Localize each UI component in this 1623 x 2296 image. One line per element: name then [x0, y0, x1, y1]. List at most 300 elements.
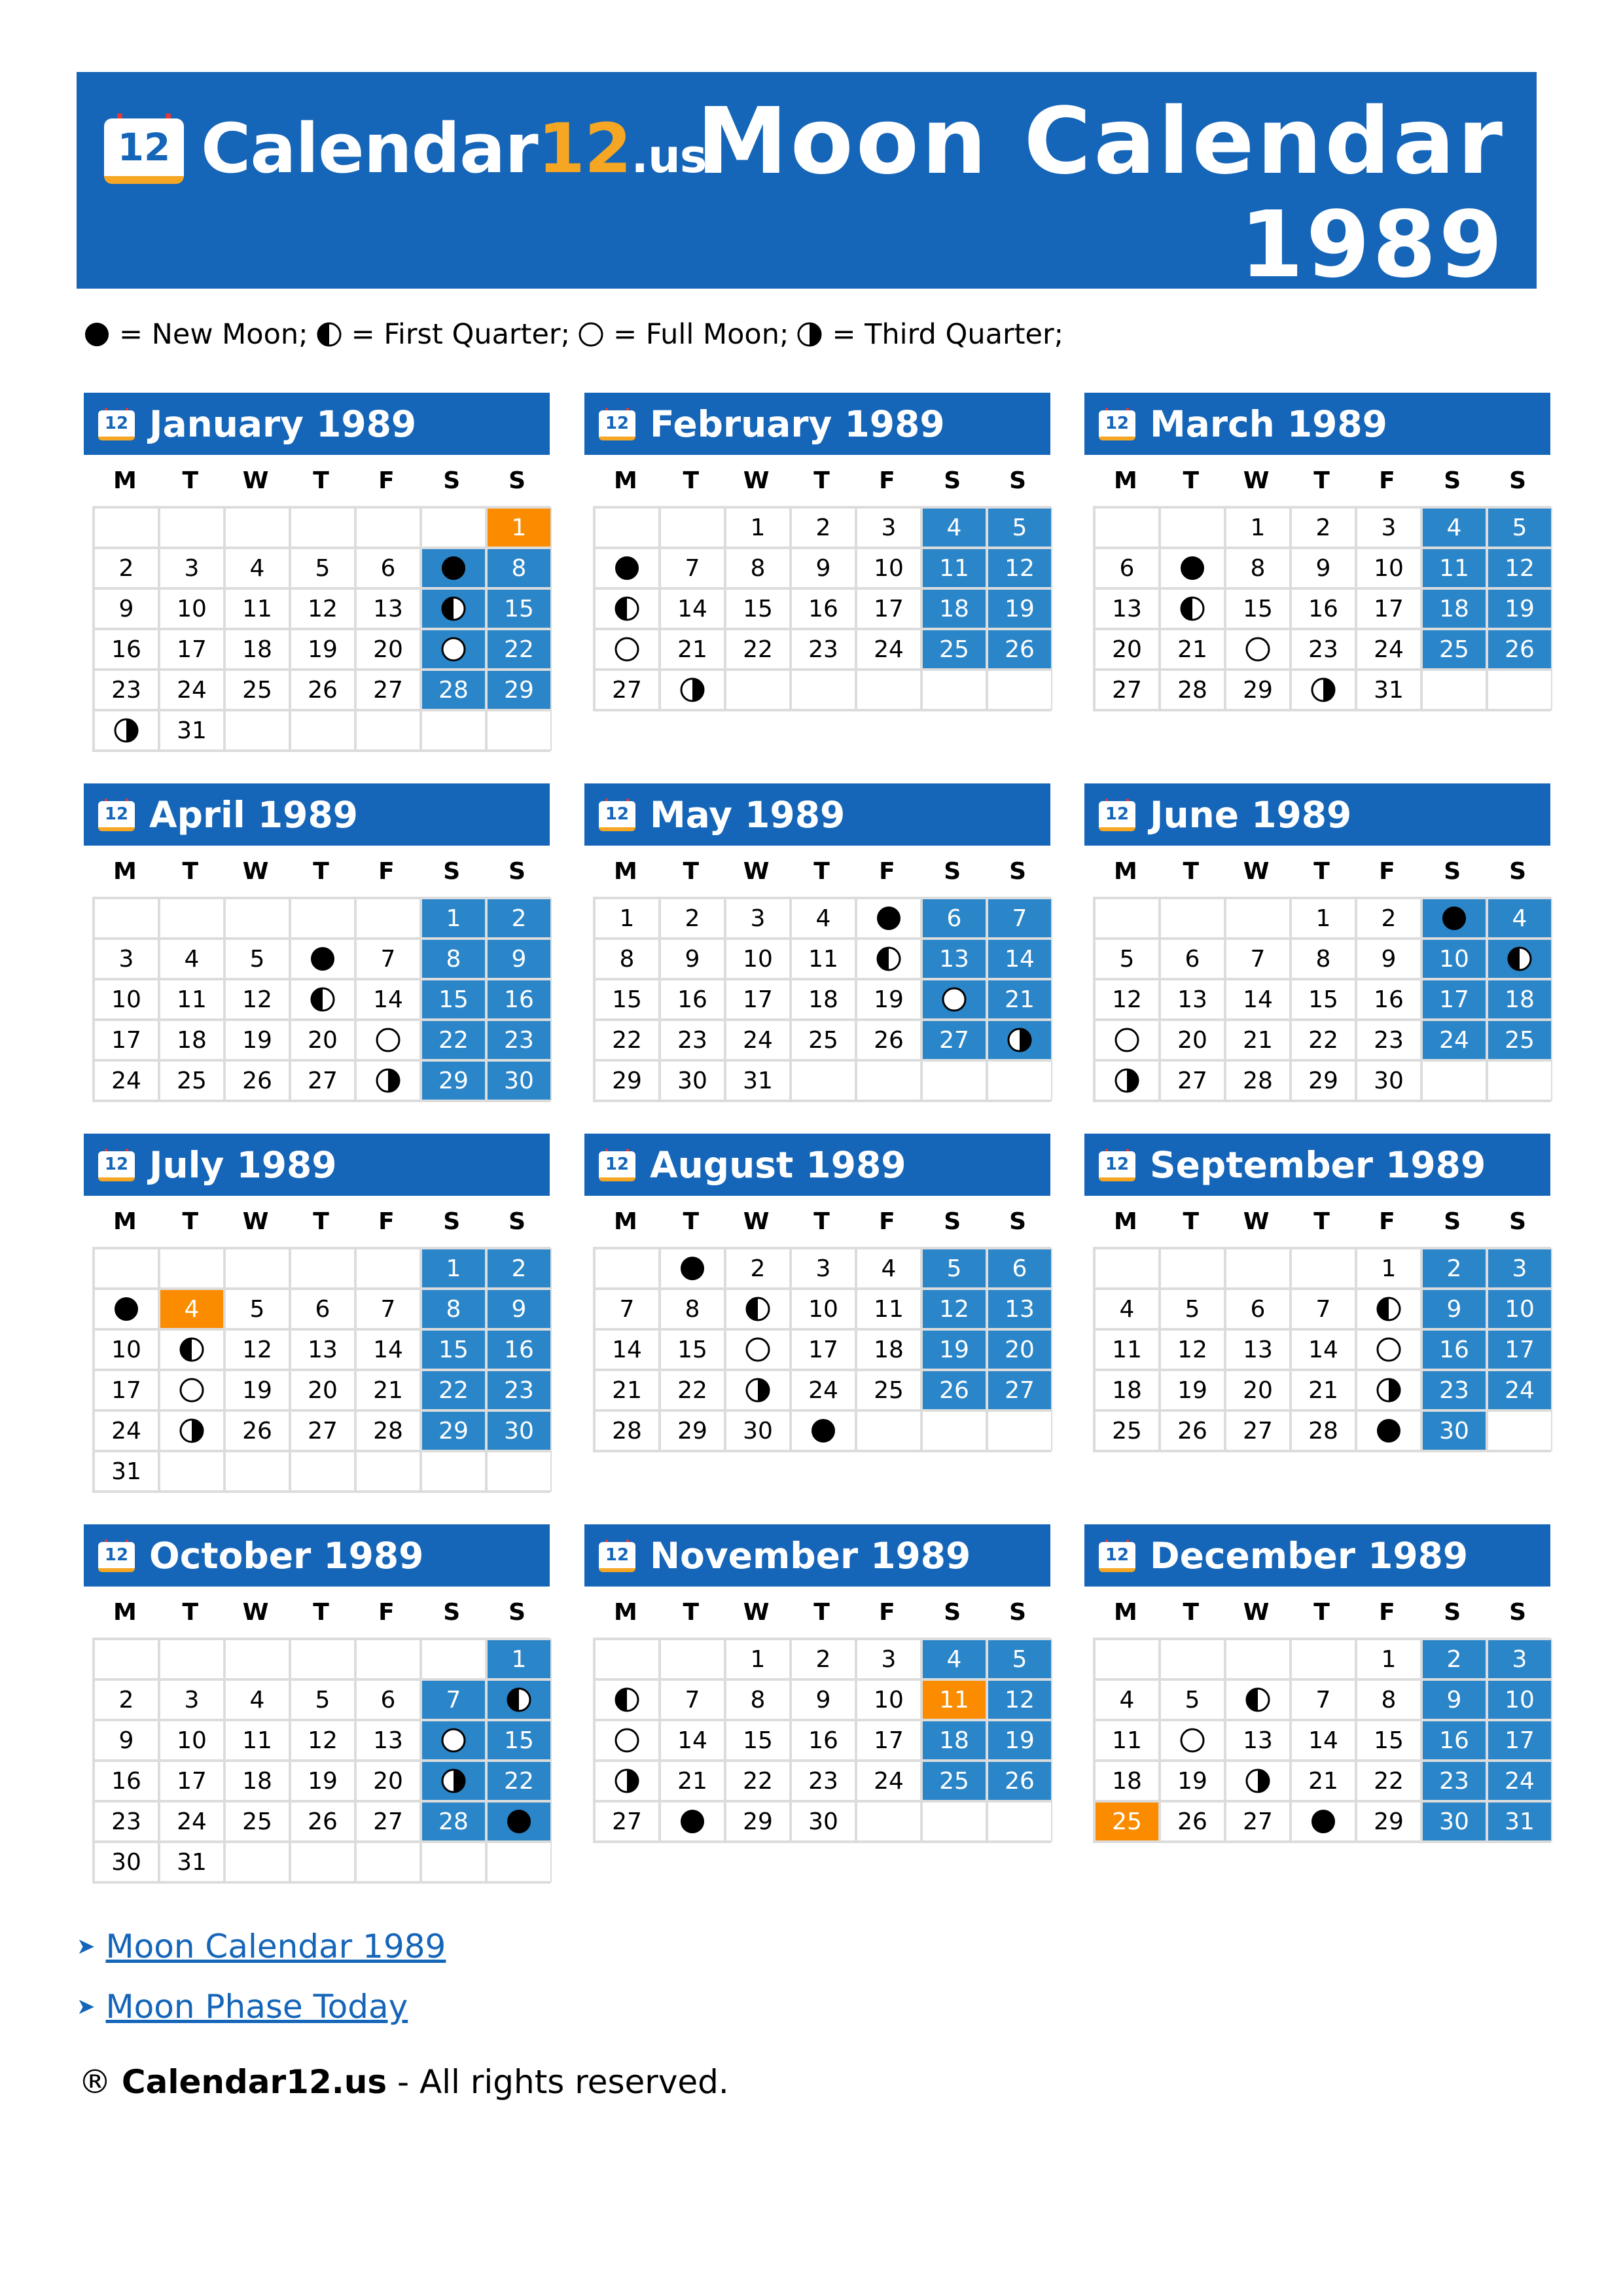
- day-cell[interactable]: 14: [987, 939, 1052, 979]
- day-cell[interactable]: 12: [987, 1679, 1052, 1720]
- day-cell[interactable]: [94, 1289, 159, 1329]
- day-cell[interactable]: 19: [987, 588, 1052, 629]
- day-cell[interactable]: 2: [94, 1679, 159, 1720]
- day-cell[interactable]: 2: [1291, 507, 1356, 548]
- day-cell[interactable]: 12: [224, 1329, 290, 1370]
- day-cell[interactable]: 3: [1356, 507, 1421, 548]
- day-cell[interactable]: 10: [856, 1679, 921, 1720]
- day-cell[interactable]: 9: [1421, 1289, 1487, 1329]
- day-cell[interactable]: 4: [159, 1289, 224, 1329]
- day-cell[interactable]: 5: [224, 939, 290, 979]
- day-cell[interactable]: 23: [1356, 1020, 1421, 1060]
- day-cell[interactable]: 20: [1225, 1370, 1291, 1410]
- day-cell[interactable]: [725, 1329, 791, 1370]
- day-cell[interactable]: 19: [1487, 588, 1552, 629]
- day-cell[interactable]: 1: [725, 507, 791, 548]
- day-cell[interactable]: 20: [1160, 1020, 1225, 1060]
- day-cell[interactable]: 10: [856, 548, 921, 588]
- day-cell[interactable]: 23: [1421, 1761, 1487, 1801]
- day-cell[interactable]: [594, 548, 660, 588]
- day-cell[interactable]: 8: [486, 548, 552, 588]
- day-cell[interactable]: 16: [1421, 1329, 1487, 1370]
- day-cell[interactable]: 1: [1291, 898, 1356, 939]
- day-cell[interactable]: 30: [94, 1842, 159, 1882]
- day-cell[interactable]: 15: [486, 588, 552, 629]
- day-cell[interactable]: 16: [486, 979, 552, 1020]
- day-cell[interactable]: 10: [159, 588, 224, 629]
- day-cell[interactable]: 11: [1094, 1329, 1160, 1370]
- day-cell[interactable]: 22: [1291, 1020, 1356, 1060]
- day-cell[interactable]: 22: [1356, 1761, 1421, 1801]
- day-cell[interactable]: 27: [1225, 1410, 1291, 1451]
- day-cell[interactable]: 27: [355, 670, 421, 710]
- day-cell[interactable]: 12: [1160, 1329, 1225, 1370]
- day-cell[interactable]: 21: [1160, 629, 1225, 670]
- day-cell[interactable]: 15: [486, 1720, 552, 1761]
- day-cell[interactable]: [725, 1370, 791, 1410]
- day-cell[interactable]: [921, 979, 987, 1020]
- day-cell[interactable]: 17: [725, 979, 791, 1020]
- day-cell[interactable]: 10: [94, 1329, 159, 1370]
- day-cell[interactable]: 5: [987, 507, 1052, 548]
- day-cell[interactable]: 13: [355, 1720, 421, 1761]
- day-cell[interactable]: 16: [94, 629, 159, 670]
- day-cell[interactable]: 17: [856, 588, 921, 629]
- day-cell[interactable]: 4: [921, 507, 987, 548]
- day-cell[interactable]: 17: [94, 1370, 159, 1410]
- day-cell[interactable]: 23: [791, 629, 856, 670]
- day-cell[interactable]: 13: [1225, 1720, 1291, 1761]
- day-cell[interactable]: 18: [921, 588, 987, 629]
- day-cell[interactable]: 9: [486, 939, 552, 979]
- day-cell[interactable]: 1: [421, 1248, 486, 1289]
- day-cell[interactable]: 5: [1160, 1679, 1225, 1720]
- day-cell[interactable]: 18: [1094, 1761, 1160, 1801]
- day-cell[interactable]: 3: [791, 1248, 856, 1289]
- day-cell[interactable]: 16: [1356, 979, 1421, 1020]
- day-cell[interactable]: [1094, 1060, 1160, 1101]
- day-cell[interactable]: 9: [791, 1679, 856, 1720]
- day-cell[interactable]: 7: [660, 1679, 725, 1720]
- day-cell[interactable]: 25: [1094, 1410, 1160, 1451]
- day-cell[interactable]: [1225, 1761, 1291, 1801]
- day-cell[interactable]: 24: [159, 1801, 224, 1842]
- day-cell[interactable]: 16: [486, 1329, 552, 1370]
- day-cell[interactable]: [421, 588, 486, 629]
- day-cell[interactable]: 24: [94, 1060, 159, 1101]
- day-cell[interactable]: [94, 710, 159, 751]
- day-cell[interactable]: 30: [486, 1410, 552, 1451]
- day-cell[interactable]: 17: [159, 629, 224, 670]
- day-cell[interactable]: 7: [594, 1289, 660, 1329]
- day-cell[interactable]: 26: [290, 1801, 355, 1842]
- day-cell[interactable]: 21: [1225, 1020, 1291, 1060]
- day-cell[interactable]: 24: [1356, 629, 1421, 670]
- day-cell[interactable]: 1: [421, 898, 486, 939]
- day-cell[interactable]: 29: [660, 1410, 725, 1451]
- day-cell[interactable]: 14: [355, 1329, 421, 1370]
- day-cell[interactable]: 7: [355, 939, 421, 979]
- day-cell[interactable]: 30: [1421, 1801, 1487, 1842]
- day-cell[interactable]: [1225, 1679, 1291, 1720]
- day-cell[interactable]: 2: [791, 507, 856, 548]
- day-cell[interactable]: 29: [725, 1801, 791, 1842]
- day-cell[interactable]: 23: [94, 1801, 159, 1842]
- day-cell[interactable]: 3: [1487, 1248, 1552, 1289]
- moon-phase-today-link[interactable]: Moon Phase Today: [105, 1988, 408, 2026]
- day-cell[interactable]: 9: [94, 1720, 159, 1761]
- day-cell[interactable]: 28: [1291, 1410, 1356, 1451]
- day-cell[interactable]: 23: [660, 1020, 725, 1060]
- day-cell[interactable]: 27: [987, 1370, 1052, 1410]
- day-cell[interactable]: 6: [1160, 939, 1225, 979]
- day-cell[interactable]: 14: [1225, 979, 1291, 1020]
- day-cell[interactable]: 31: [1356, 670, 1421, 710]
- day-cell[interactable]: 20: [1094, 629, 1160, 670]
- day-cell[interactable]: 4: [791, 898, 856, 939]
- day-cell[interactable]: 5: [224, 1289, 290, 1329]
- day-cell[interactable]: 9: [660, 939, 725, 979]
- day-cell[interactable]: 25: [1421, 629, 1487, 670]
- day-cell[interactable]: 24: [159, 670, 224, 710]
- day-cell[interactable]: [1421, 898, 1487, 939]
- day-cell[interactable]: 16: [1291, 588, 1356, 629]
- day-cell[interactable]: [159, 1410, 224, 1451]
- day-cell[interactable]: [421, 629, 486, 670]
- day-cell[interactable]: 6: [987, 1248, 1052, 1289]
- day-cell[interactable]: 22: [421, 1370, 486, 1410]
- day-cell[interactable]: 6: [355, 1679, 421, 1720]
- day-cell[interactable]: 26: [987, 629, 1052, 670]
- day-cell[interactable]: 3: [1487, 1639, 1552, 1679]
- day-cell[interactable]: 26: [224, 1410, 290, 1451]
- day-cell[interactable]: 8: [725, 1679, 791, 1720]
- day-cell[interactable]: 6: [1225, 1289, 1291, 1329]
- day-cell[interactable]: 30: [1356, 1060, 1421, 1101]
- day-cell[interactable]: 24: [1421, 1020, 1487, 1060]
- day-cell[interactable]: 13: [1160, 979, 1225, 1020]
- day-cell[interactable]: 20: [987, 1329, 1052, 1370]
- day-cell[interactable]: 27: [594, 670, 660, 710]
- day-cell[interactable]: 11: [856, 1289, 921, 1329]
- day-cell[interactable]: 13: [921, 939, 987, 979]
- day-cell[interactable]: 18: [1421, 588, 1487, 629]
- day-cell[interactable]: 3: [856, 1639, 921, 1679]
- day-cell[interactable]: 29: [486, 670, 552, 710]
- day-cell[interactable]: 5: [1160, 1289, 1225, 1329]
- day-cell[interactable]: [594, 1679, 660, 1720]
- day-cell[interactable]: 2: [1421, 1248, 1487, 1289]
- day-cell[interactable]: 25: [1487, 1020, 1552, 1060]
- day-cell[interactable]: 13: [290, 1329, 355, 1370]
- day-cell[interactable]: 17: [791, 1329, 856, 1370]
- day-cell[interactable]: 15: [725, 588, 791, 629]
- day-cell[interactable]: 23: [486, 1370, 552, 1410]
- day-cell[interactable]: 10: [94, 979, 159, 1020]
- day-cell[interactable]: 9: [1291, 548, 1356, 588]
- day-cell[interactable]: [594, 629, 660, 670]
- day-cell[interactable]: 19: [290, 629, 355, 670]
- day-cell[interactable]: 24: [94, 1410, 159, 1451]
- day-cell[interactable]: 5: [987, 1639, 1052, 1679]
- day-cell[interactable]: 27: [355, 1801, 421, 1842]
- day-cell[interactable]: 24: [856, 629, 921, 670]
- day-cell[interactable]: 26: [987, 1761, 1052, 1801]
- day-cell[interactable]: 14: [1291, 1329, 1356, 1370]
- day-cell[interactable]: [1356, 1289, 1421, 1329]
- day-cell[interactable]: 15: [725, 1720, 791, 1761]
- day-cell[interactable]: 25: [224, 1801, 290, 1842]
- day-cell[interactable]: 4: [1094, 1289, 1160, 1329]
- day-cell[interactable]: 4: [159, 939, 224, 979]
- day-cell[interactable]: 13: [1225, 1329, 1291, 1370]
- day-cell[interactable]: 26: [1487, 629, 1552, 670]
- day-cell[interactable]: 26: [856, 1020, 921, 1060]
- day-cell[interactable]: 17: [856, 1720, 921, 1761]
- day-cell[interactable]: 31: [725, 1060, 791, 1101]
- day-cell[interactable]: [1160, 1720, 1225, 1761]
- day-cell[interactable]: 22: [725, 629, 791, 670]
- day-cell[interactable]: 10: [1356, 548, 1421, 588]
- day-cell[interactable]: 16: [791, 1720, 856, 1761]
- day-cell[interactable]: 21: [594, 1370, 660, 1410]
- day-cell[interactable]: 20: [355, 1761, 421, 1801]
- day-cell[interactable]: [1356, 1410, 1421, 1451]
- day-cell[interactable]: 11: [921, 548, 987, 588]
- day-cell[interactable]: 11: [921, 1679, 987, 1720]
- day-cell[interactable]: 18: [1487, 979, 1552, 1020]
- day-cell[interactable]: [1291, 1801, 1356, 1842]
- day-cell[interactable]: [1291, 670, 1356, 710]
- day-cell[interactable]: 23: [94, 670, 159, 710]
- day-cell[interactable]: 15: [1291, 979, 1356, 1020]
- day-cell[interactable]: 31: [159, 710, 224, 751]
- day-cell[interactable]: 6: [355, 548, 421, 588]
- day-cell[interactable]: 2: [791, 1639, 856, 1679]
- day-cell[interactable]: [1356, 1370, 1421, 1410]
- day-cell[interactable]: 27: [290, 1060, 355, 1101]
- day-cell[interactable]: 27: [1225, 1801, 1291, 1842]
- day-cell[interactable]: 5: [921, 1248, 987, 1289]
- day-cell[interactable]: 13: [1094, 588, 1160, 629]
- day-cell[interactable]: 8: [725, 548, 791, 588]
- day-cell[interactable]: [290, 939, 355, 979]
- day-cell[interactable]: 20: [290, 1020, 355, 1060]
- day-cell[interactable]: [660, 1248, 725, 1289]
- day-cell[interactable]: 16: [94, 1761, 159, 1801]
- day-cell[interactable]: [856, 939, 921, 979]
- day-cell[interactable]: 31: [1487, 1801, 1552, 1842]
- day-cell[interactable]: 10: [1421, 939, 1487, 979]
- day-cell[interactable]: 10: [1487, 1679, 1552, 1720]
- day-cell[interactable]: [355, 1020, 421, 1060]
- day-cell[interactable]: 20: [355, 629, 421, 670]
- day-cell[interactable]: 14: [660, 588, 725, 629]
- day-cell[interactable]: 22: [725, 1761, 791, 1801]
- day-cell[interactable]: 22: [421, 1020, 486, 1060]
- day-cell[interactable]: 2: [94, 548, 159, 588]
- day-cell[interactable]: 9: [1421, 1679, 1487, 1720]
- day-cell[interactable]: 2: [1356, 898, 1421, 939]
- day-cell[interactable]: [486, 1801, 552, 1842]
- day-cell[interactable]: 5: [290, 548, 355, 588]
- day-cell[interactable]: 25: [921, 629, 987, 670]
- day-cell[interactable]: 30: [791, 1801, 856, 1842]
- day-cell[interactable]: 23: [486, 1020, 552, 1060]
- day-cell[interactable]: 12: [1487, 548, 1552, 588]
- day-cell[interactable]: 19: [290, 1761, 355, 1801]
- day-cell[interactable]: 28: [594, 1410, 660, 1451]
- day-cell[interactable]: 29: [1356, 1801, 1421, 1842]
- day-cell[interactable]: 23: [1291, 629, 1356, 670]
- day-cell[interactable]: 15: [421, 1329, 486, 1370]
- day-cell[interactable]: 27: [921, 1020, 987, 1060]
- day-cell[interactable]: 7: [421, 1679, 486, 1720]
- day-cell[interactable]: 28: [421, 1801, 486, 1842]
- day-cell[interactable]: 25: [224, 670, 290, 710]
- day-cell[interactable]: 24: [725, 1020, 791, 1060]
- day-cell[interactable]: [594, 1761, 660, 1801]
- day-cell[interactable]: 29: [1291, 1060, 1356, 1101]
- day-cell[interactable]: 24: [791, 1370, 856, 1410]
- day-cell[interactable]: 26: [1160, 1801, 1225, 1842]
- day-cell[interactable]: 30: [1421, 1410, 1487, 1451]
- day-cell[interactable]: 23: [1421, 1370, 1487, 1410]
- day-cell[interactable]: 9: [1356, 939, 1421, 979]
- day-cell[interactable]: 19: [224, 1020, 290, 1060]
- day-cell[interactable]: [856, 898, 921, 939]
- day-cell[interactable]: 5: [290, 1679, 355, 1720]
- day-cell[interactable]: 18: [159, 1020, 224, 1060]
- day-cell[interactable]: 10: [1487, 1289, 1552, 1329]
- day-cell[interactable]: 1: [1225, 507, 1291, 548]
- day-cell[interactable]: 8: [421, 1289, 486, 1329]
- day-cell[interactable]: 5: [1094, 939, 1160, 979]
- day-cell[interactable]: [1160, 548, 1225, 588]
- day-cell[interactable]: 3: [159, 548, 224, 588]
- day-cell[interactable]: 31: [94, 1451, 159, 1492]
- day-cell[interactable]: 13: [355, 588, 421, 629]
- day-cell[interactable]: 16: [1421, 1720, 1487, 1761]
- day-cell[interactable]: 29: [594, 1060, 660, 1101]
- day-cell[interactable]: 12: [921, 1289, 987, 1329]
- day-cell[interactable]: [594, 588, 660, 629]
- day-cell[interactable]: 21: [987, 979, 1052, 1020]
- day-cell[interactable]: 11: [159, 979, 224, 1020]
- day-cell[interactable]: 4: [1421, 507, 1487, 548]
- day-cell[interactable]: 1: [594, 898, 660, 939]
- day-cell[interactable]: 7: [1225, 939, 1291, 979]
- day-cell[interactable]: [290, 979, 355, 1020]
- day-cell[interactable]: 28: [355, 1410, 421, 1451]
- day-cell[interactable]: 15: [660, 1329, 725, 1370]
- day-cell[interactable]: 2: [660, 898, 725, 939]
- day-cell[interactable]: 3: [725, 898, 791, 939]
- day-cell[interactable]: 25: [791, 1020, 856, 1060]
- day-cell[interactable]: 16: [660, 979, 725, 1020]
- day-cell[interactable]: 17: [94, 1020, 159, 1060]
- day-cell[interactable]: 21: [660, 629, 725, 670]
- day-cell[interactable]: 10: [725, 939, 791, 979]
- day-cell[interactable]: 2: [486, 898, 552, 939]
- day-cell[interactable]: 1: [725, 1639, 791, 1679]
- day-cell[interactable]: 8: [421, 939, 486, 979]
- day-cell[interactable]: 8: [1291, 939, 1356, 979]
- day-cell[interactable]: 4: [224, 1679, 290, 1720]
- day-cell[interactable]: 11: [224, 588, 290, 629]
- day-cell[interactable]: 18: [224, 1761, 290, 1801]
- day-cell[interactable]: 9: [486, 1289, 552, 1329]
- day-cell[interactable]: 26: [224, 1060, 290, 1101]
- day-cell[interactable]: 28: [1225, 1060, 1291, 1101]
- day-cell[interactable]: 24: [856, 1761, 921, 1801]
- day-cell[interactable]: 15: [594, 979, 660, 1020]
- day-cell[interactable]: 22: [660, 1370, 725, 1410]
- day-cell[interactable]: 27: [1160, 1060, 1225, 1101]
- day-cell[interactable]: 12: [290, 1720, 355, 1761]
- day-cell[interactable]: 27: [290, 1410, 355, 1451]
- day-cell[interactable]: 24: [1487, 1370, 1552, 1410]
- day-cell[interactable]: 6: [1094, 548, 1160, 588]
- day-cell[interactable]: 29: [421, 1410, 486, 1451]
- day-cell[interactable]: 21: [355, 1370, 421, 1410]
- day-cell[interactable]: 4: [1094, 1679, 1160, 1720]
- day-cell[interactable]: 26: [921, 1370, 987, 1410]
- day-cell[interactable]: 24: [1487, 1761, 1552, 1801]
- day-cell[interactable]: 4: [1487, 898, 1552, 939]
- day-cell[interactable]: [594, 1720, 660, 1761]
- day-cell[interactable]: 18: [224, 629, 290, 670]
- day-cell[interactable]: 25: [1094, 1801, 1160, 1842]
- day-cell[interactable]: 14: [660, 1720, 725, 1761]
- day-cell[interactable]: 3: [159, 1679, 224, 1720]
- day-cell[interactable]: 30: [725, 1410, 791, 1451]
- day-cell[interactable]: 9: [791, 548, 856, 588]
- day-cell[interactable]: 25: [159, 1060, 224, 1101]
- day-cell[interactable]: [421, 1761, 486, 1801]
- day-cell[interactable]: 29: [421, 1060, 486, 1101]
- day-cell[interactable]: [1487, 939, 1552, 979]
- day-cell[interactable]: 7: [660, 548, 725, 588]
- day-cell[interactable]: 16: [791, 588, 856, 629]
- day-cell[interactable]: 26: [1160, 1410, 1225, 1451]
- day-cell[interactable]: 8: [1225, 548, 1291, 588]
- day-cell[interactable]: 12: [224, 979, 290, 1020]
- day-cell[interactable]: 18: [921, 1720, 987, 1761]
- day-cell[interactable]: 11: [1094, 1720, 1160, 1761]
- day-cell[interactable]: 19: [1160, 1370, 1225, 1410]
- moon-calendar-link[interactable]: Moon Calendar 1989: [105, 1928, 446, 1965]
- day-cell[interactable]: [159, 1370, 224, 1410]
- day-cell[interactable]: 17: [1356, 588, 1421, 629]
- day-cell[interactable]: [1094, 1020, 1160, 1060]
- day-cell[interactable]: 8: [660, 1289, 725, 1329]
- day-cell[interactable]: 25: [856, 1370, 921, 1410]
- day-cell[interactable]: [1160, 588, 1225, 629]
- day-cell[interactable]: 7: [987, 898, 1052, 939]
- day-cell[interactable]: 1: [1356, 1639, 1421, 1679]
- day-cell[interactable]: 7: [1291, 1679, 1356, 1720]
- day-cell[interactable]: 12: [987, 548, 1052, 588]
- day-cell[interactable]: 30: [660, 1060, 725, 1101]
- day-cell[interactable]: 11: [1421, 548, 1487, 588]
- day-cell[interactable]: 11: [224, 1720, 290, 1761]
- day-cell[interactable]: [660, 670, 725, 710]
- day-cell[interactable]: 19: [856, 979, 921, 1020]
- day-cell[interactable]: 23: [791, 1761, 856, 1801]
- day-cell[interactable]: 2: [486, 1248, 552, 1289]
- day-cell[interactable]: 7: [355, 1289, 421, 1329]
